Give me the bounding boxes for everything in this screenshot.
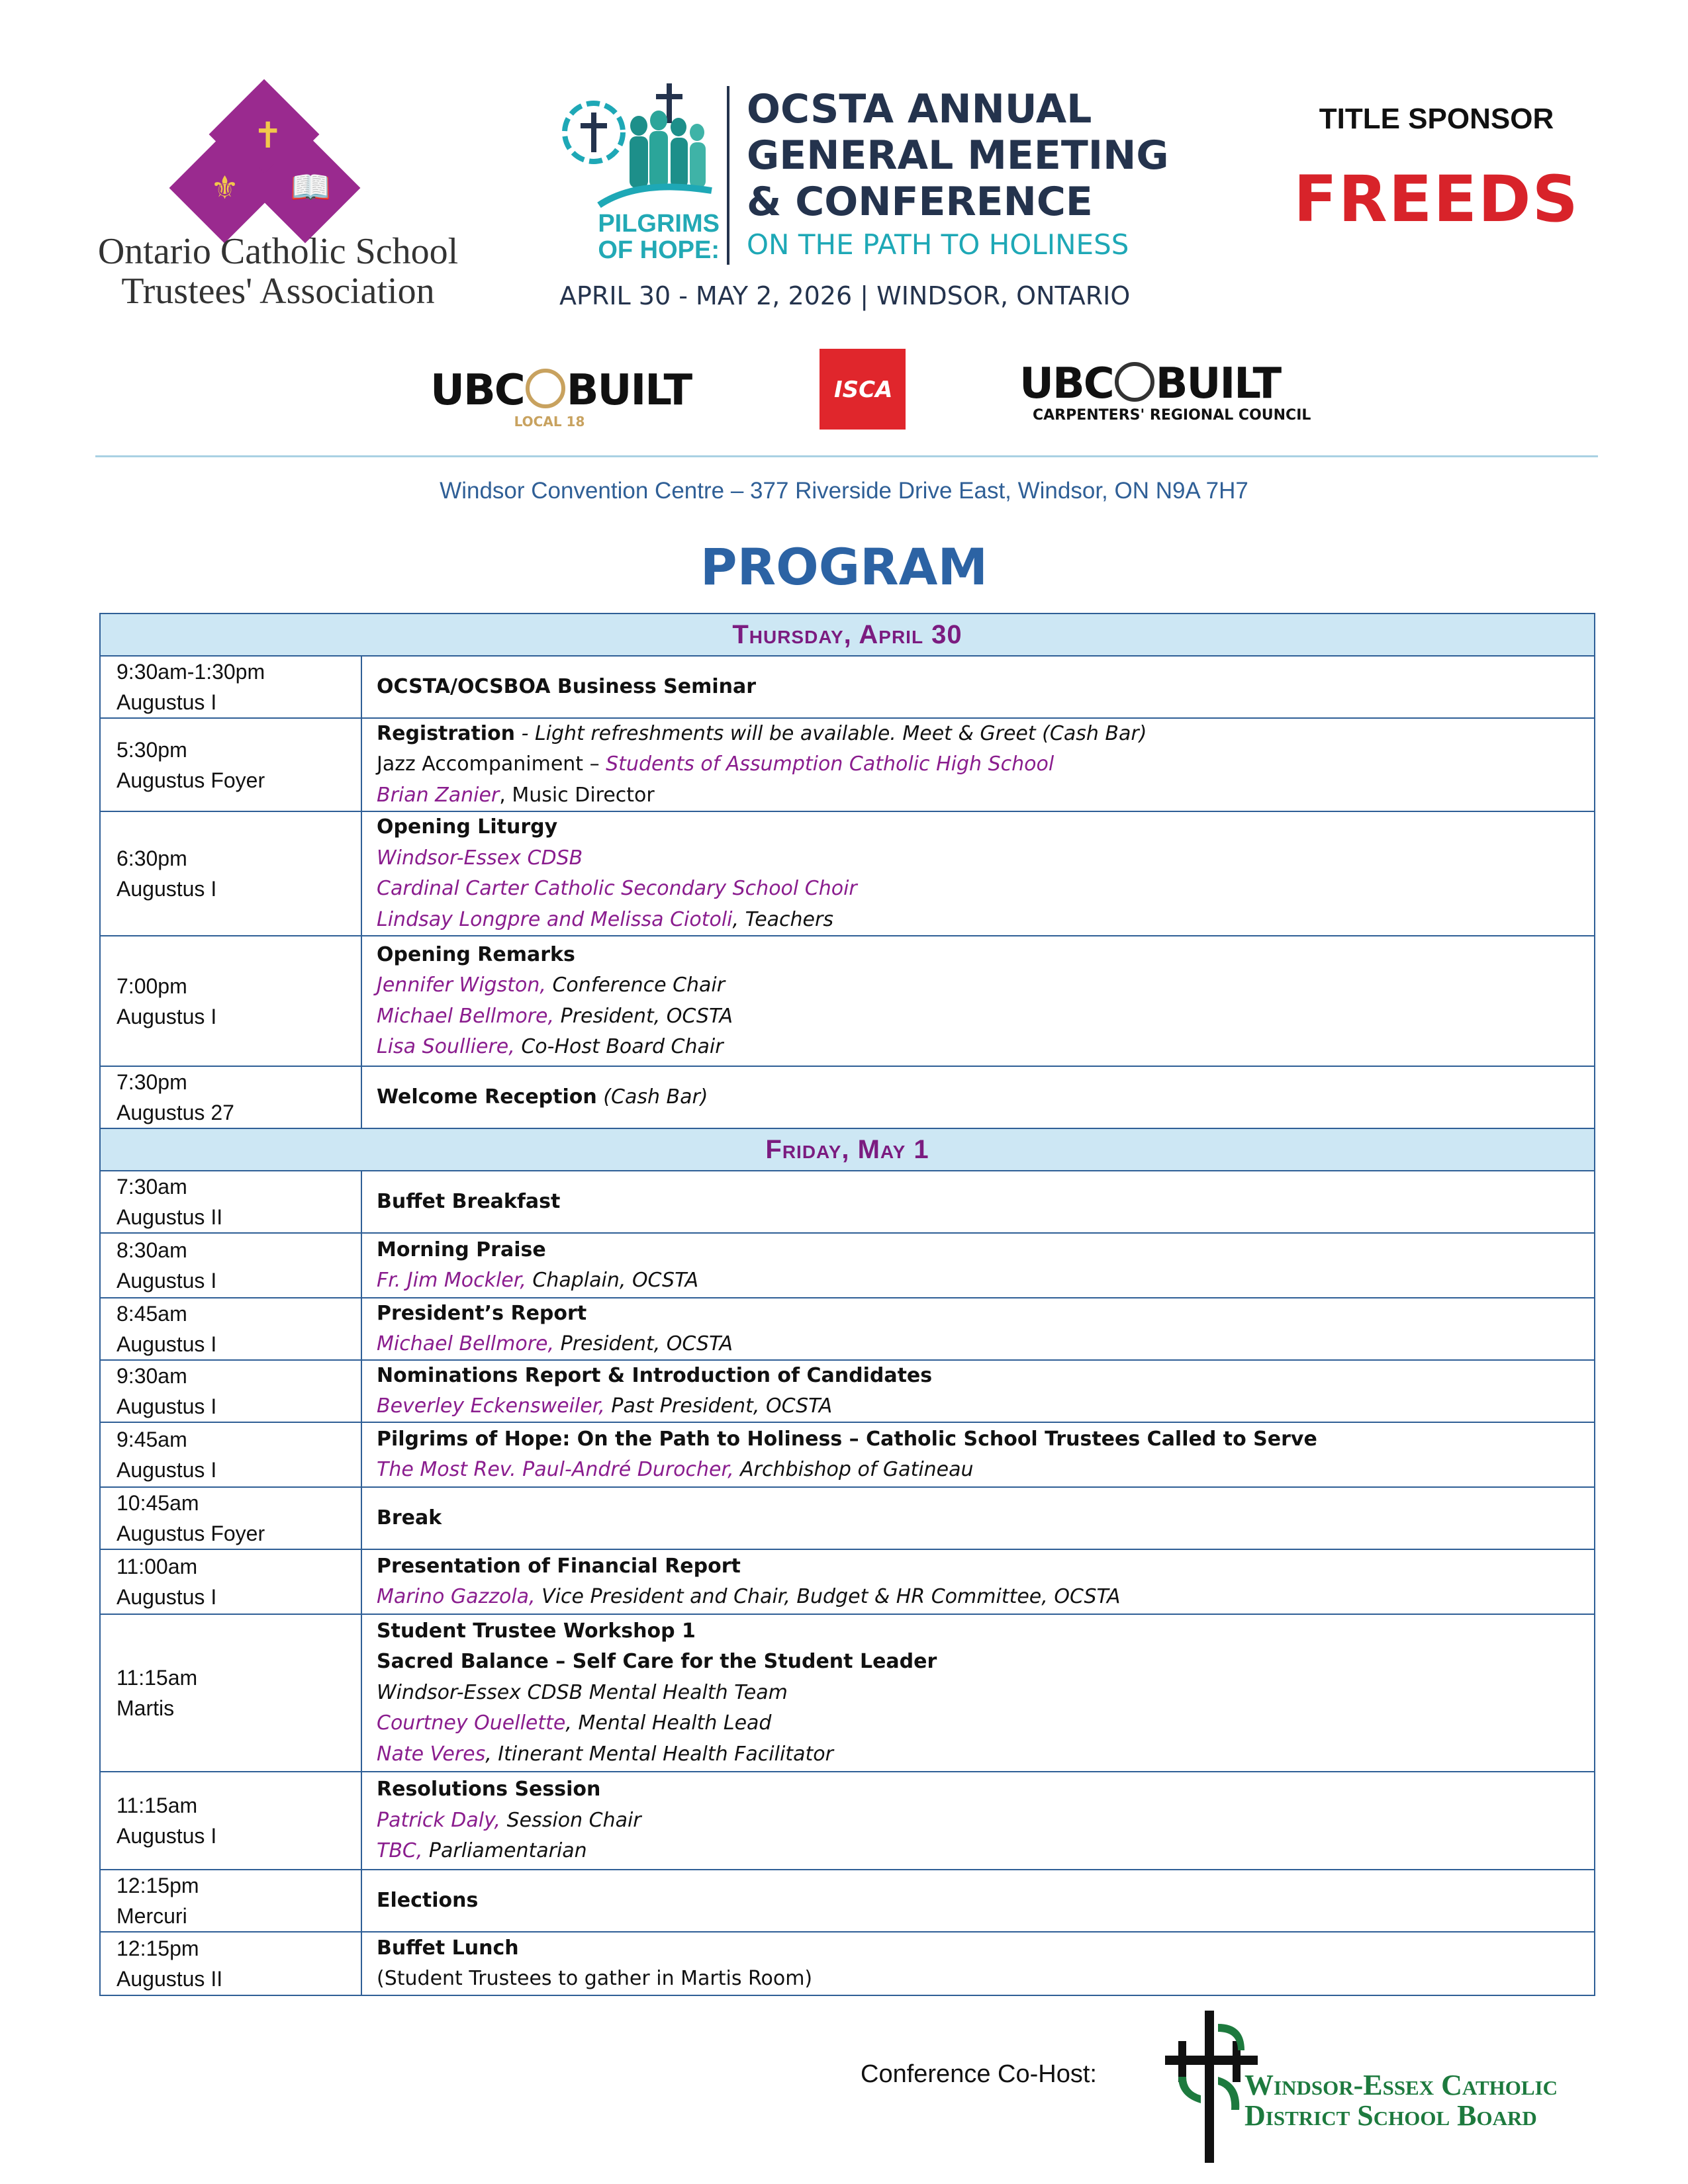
pilgrims-line2: OF HOPE: (598, 236, 720, 264)
event-title: Nominations Report & Introduction of Candidates (377, 1363, 933, 1387)
ubc-wordmark (430, 367, 708, 414)
wecdsb-cross-icon (1165, 2011, 1258, 2163)
table-row (101, 1067, 1594, 1129)
event-cell (362, 936, 1594, 1066)
ubc-carpenters-logo (1019, 361, 1311, 447)
table-row (101, 936, 1594, 1067)
presenter-role: Session Chair (500, 1808, 641, 1832)
presenter-name: Patrick Daly, (377, 1808, 501, 1832)
table-row (101, 1870, 1594, 1933)
title-sponsor-label: TITLE SPONSOR (1319, 103, 1554, 135)
event-title: Elections (377, 1888, 479, 1912)
table-row (101, 1550, 1594, 1615)
conference-title-line3: & CONFERENCE (747, 179, 1093, 225)
room: Mercuri (117, 1904, 187, 1928)
presenter-name: Windsor-Essex CDSB (377, 846, 583, 870)
event-detail: Jazz Accompaniment – (377, 752, 606, 776)
isca-text: ISCA (834, 377, 893, 403)
room: Augustus Foyer (117, 1522, 265, 1545)
presenter-role: Co-Host Board Chair (514, 1035, 724, 1058)
event-cell (362, 719, 1594, 811)
table-row (101, 1298, 1594, 1361)
ubc-seal-icon (526, 369, 565, 408)
ubc-wordmark-right (1019, 361, 1311, 407)
event-cell (362, 1067, 1594, 1128)
time-cell (101, 1615, 362, 1771)
time-cell (101, 1361, 362, 1422)
time-cell (101, 1067, 362, 1128)
event-cell (362, 1234, 1594, 1297)
presenter-name: Michael Bellmore, (377, 1332, 555, 1355)
ocsta-name (79, 232, 477, 311)
room: Augustus I (117, 690, 217, 714)
event-cell (362, 1550, 1594, 1614)
program-title: PROGRAM (700, 537, 988, 596)
time-cell (101, 1234, 362, 1297)
wecdsb-logo (1165, 2011, 1602, 2163)
table-row (101, 657, 1594, 719)
time: 9:30am-1:30pm (117, 660, 265, 684)
presenter-role: Past President, OCSTA (604, 1394, 833, 1418)
time-cell (101, 1488, 362, 1549)
room: Augustus I (117, 1824, 217, 1848)
event-title: Student Trustee Workshop 1 (377, 1619, 696, 1643)
presenter-name: Beverley Eckensweiler, (377, 1394, 605, 1418)
time: 9:30am (117, 1364, 187, 1388)
room: Augustus 27 (117, 1101, 234, 1124)
room: Augustus I (117, 1585, 217, 1609)
conference-date: APRIL 30 - MAY 2, 2026 | WINDSOR, ONTARIO (559, 281, 1131, 310)
time-cell (101, 1171, 362, 1232)
event-title: Presentation of Financial Report (377, 1554, 741, 1578)
time: 7:00pm (117, 974, 187, 998)
event-subtitle: Sacred Balance – Self Care for the Student Leader (377, 1650, 937, 1674)
pilgrims-icon (559, 79, 718, 212)
event-cell (362, 1488, 1594, 1549)
room: Augustus I (117, 1004, 217, 1028)
event-title: Pilgrims of Hope: On the Path to Holiness – Catholic School Trustees Called to Serve (377, 1427, 1317, 1451)
table-row (101, 1171, 1594, 1234)
ubc-local-label: LOCAL 18 (514, 414, 585, 430)
presenter-role: , Teachers (732, 907, 833, 931)
time: 11:00am (117, 1555, 198, 1578)
table-row (101, 1488, 1594, 1550)
time: 9:45am (117, 1428, 187, 1451)
room: Augustus I (117, 1394, 217, 1418)
conference-title (747, 86, 1184, 225)
room: Augustus Foyer (117, 768, 265, 792)
time-cell (101, 1772, 362, 1869)
event-cell (362, 812, 1594, 935)
presenter-role: Conference Chair (545, 974, 726, 997)
time: 8:45am (117, 1302, 187, 1326)
time: 11:15am (117, 1666, 198, 1690)
room: Augustus I (117, 1269, 217, 1293)
table-row (101, 1234, 1594, 1298)
wecdsb-name (1244, 2070, 1615, 2131)
event-cell (362, 1933, 1594, 1995)
table-row (101, 812, 1594, 936)
cross-icon: ✝ (253, 114, 283, 156)
room: Augustus I (117, 877, 217, 901)
time: 11:15am (117, 1794, 198, 1817)
time: 12:15pm (117, 1874, 199, 1897)
isca-logo (820, 349, 906, 430)
time: 5:30pm (117, 737, 187, 762)
event-cell (362, 657, 1594, 717)
lily-icon: ⚜ (211, 169, 240, 206)
presenter-name: Marino Gazzola, (377, 1585, 536, 1608)
table-row (101, 1933, 1594, 1995)
event-detail: Windsor-Essex CDSB Mental Health Team (377, 1680, 788, 1704)
event-title: Break (377, 1506, 442, 1529)
presenter-role: President, OCSTA (554, 1004, 733, 1028)
presenter-name: Lisa Soulliere, (377, 1035, 515, 1058)
event-title: Buffet Lunch (377, 1936, 519, 1960)
ocsta-logo (79, 86, 477, 324)
time: 10:45am (117, 1491, 199, 1515)
presenter-role: Chaplain, OCSTA (526, 1269, 699, 1292)
event-title: OCSTA/OCSBOA Business Seminar (377, 674, 757, 698)
presenter-name: Michael Bellmore, (377, 1004, 555, 1028)
event-cell (362, 1615, 1594, 1771)
presenter-role: Vice President and Chair, Budget & HR Committee, OCSTA (535, 1585, 1121, 1608)
time-cell (101, 1933, 362, 1995)
presenter-role: , Mental Health Lead (565, 1711, 772, 1735)
ubc-council-label: CARPENTERS' REGIONAL COUNCIL (1033, 407, 1311, 424)
event-cell (362, 1298, 1594, 1359)
ubc-left-a: UBC (430, 366, 524, 415)
presenter-role: Parliamentarian (422, 1839, 587, 1863)
presenter-role: , Music Director (499, 783, 655, 807)
presenter-name: Lindsay Longpre and Melissa Ciotoli (377, 907, 733, 931)
conference-divider (727, 86, 729, 265)
event-cell (362, 1171, 1594, 1232)
ubc-right-a: UBC (1019, 359, 1113, 408)
event-note: - Light refreshments will be available. Meet & Greet (Cash Bar) (515, 721, 1147, 745)
time: 7:30pm (117, 1070, 187, 1094)
cohost-label: Conference Co-Host: (861, 2060, 1097, 2088)
day-header-friday: Friday, May 1 (101, 1129, 1594, 1171)
wecdsb-name-line1: Windsor-Essex Catholic (1244, 2069, 1558, 2101)
book-icon: 📖 (290, 168, 332, 206)
event-cell (362, 1772, 1594, 1869)
time: 7:30am (117, 1175, 187, 1199)
table-row (101, 1361, 1594, 1423)
ubc-right-b: BUILT (1155, 359, 1281, 408)
time-cell (101, 936, 362, 1066)
event-cell (362, 1361, 1594, 1422)
table-row (101, 719, 1594, 812)
presenter-name: Cardinal Carter Catholic Secondary School Choir (377, 877, 857, 900)
event-title: President’s Report (377, 1301, 587, 1325)
time-cell (101, 1870, 362, 1931)
event-note: (Cash Bar) (596, 1085, 708, 1109)
presenter-name: Nate Veres (377, 1742, 486, 1766)
event-title: Opening Remarks (377, 942, 575, 966)
time: 8:30am (117, 1238, 187, 1262)
event-title: Registration (377, 721, 516, 745)
presenter-role: President, OCSTA (554, 1332, 733, 1355)
presenter-name: Jennifer Wigston, (377, 974, 546, 997)
event-title: Opening Liturgy (377, 815, 558, 839)
presenter-name: Fr. Jim Mockler, (377, 1269, 526, 1292)
presenter-name: Students of Assumption Catholic High School (606, 752, 1055, 776)
program-table (99, 613, 1595, 1996)
conference-title-line2: GENERAL MEETING (747, 132, 1169, 179)
room: Augustus I (117, 1458, 217, 1482)
wecdsb-name-line2: District School Board (1244, 2099, 1537, 2132)
presenter-name: Brian Zanier (377, 783, 500, 807)
time-cell (101, 1298, 362, 1359)
ubc-local-18-logo (430, 367, 708, 447)
conference-logo (559, 73, 1182, 318)
event-cell (362, 1870, 1594, 1931)
time-cell (101, 812, 362, 935)
ubc-seal-icon (1115, 362, 1154, 402)
event-title: Welcome Reception (377, 1085, 597, 1109)
table-row (101, 1615, 1594, 1772)
day-header-thursday: Thursday, April 30 (101, 614, 1594, 657)
time-cell (101, 719, 362, 811)
ocsta-name-line1: Ontario Catholic School (97, 231, 459, 272)
time: 12:15pm (117, 1936, 199, 1960)
time: 6:30pm (117, 846, 187, 870)
table-row (101, 1772, 1594, 1870)
time-cell (101, 1550, 362, 1614)
room: Augustus II (117, 1967, 223, 1991)
event-detail: (Student Trustees to gather in Martis Room) (377, 1967, 813, 1990)
pilgrims-emblem (559, 79, 718, 285)
table-row (101, 1423, 1594, 1488)
room: Augustus I (117, 1332, 217, 1356)
event-cell (362, 1423, 1594, 1486)
room: Martis (117, 1696, 175, 1720)
title-sponsor-logo: FREEDS (1293, 162, 1579, 236)
room: Augustus II (117, 1205, 223, 1229)
header-divider (95, 455, 1598, 457)
pilgrims-line1: PILGRIMS (598, 210, 720, 238)
venue-address: Windsor Convention Centre – 377 Riverside Drive East, Windsor, ON N9A 7H7 (440, 478, 1248, 504)
conference-title-line1: OCSTA ANNUAL (747, 86, 1092, 132)
presenter-role: , Itinerant Mental Health Facilitator (485, 1742, 833, 1766)
time-cell (101, 1423, 362, 1486)
event-title: Resolutions Session (377, 1778, 601, 1801)
pilgrims-text (561, 210, 720, 263)
ocsta-name-line2: Trustees' Association (121, 271, 435, 312)
event-title: Buffet Breakfast (377, 1189, 561, 1213)
presenter-role: Archbishop of Gatineau (733, 1458, 974, 1481)
presenter-name: TBC, (377, 1839, 423, 1863)
time-cell (101, 657, 362, 717)
conference-subtitle: ON THE PATH TO HOLINESS (747, 228, 1129, 261)
presenter-name: Courtney Ouellette (377, 1711, 566, 1735)
presenter-name: The Most Rev. Paul-André Durocher, (377, 1458, 734, 1481)
event-title: Morning Praise (377, 1238, 546, 1261)
ubc-left-b: BUILT (566, 366, 692, 415)
